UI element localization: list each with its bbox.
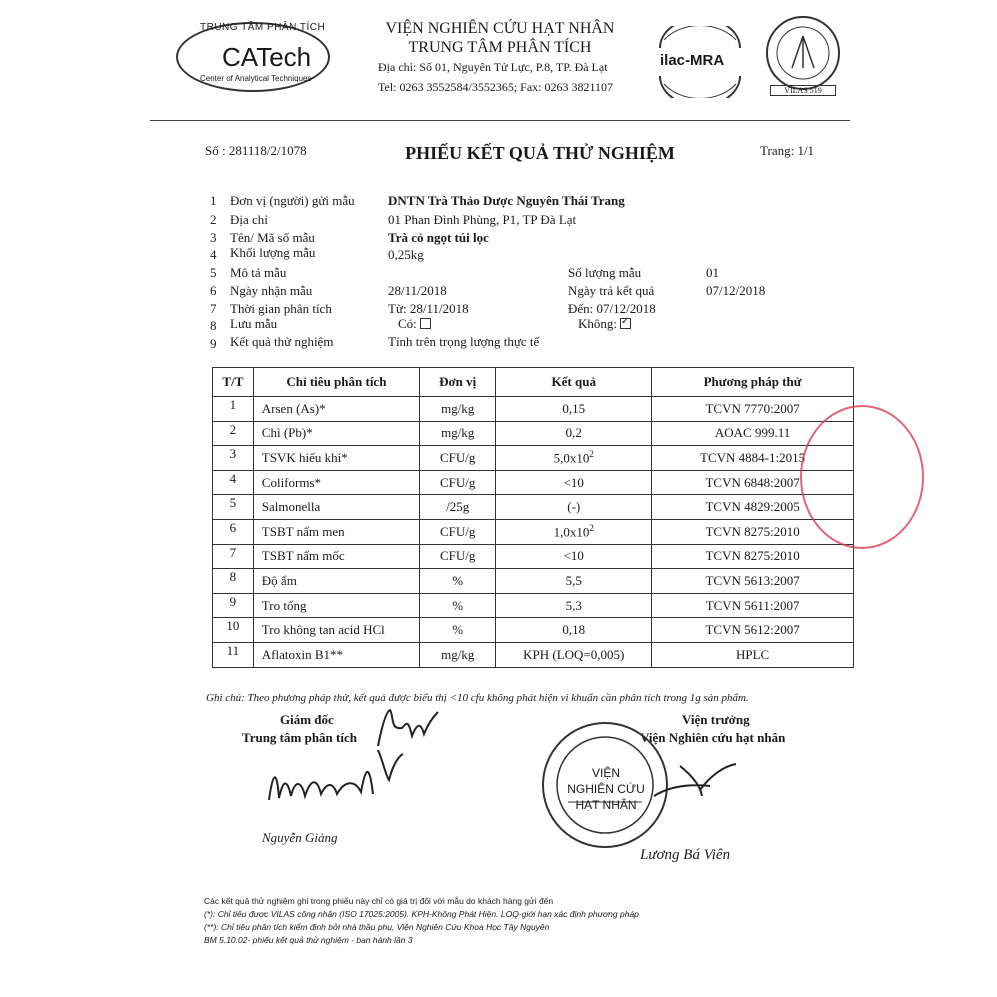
table-row xyxy=(213,470,854,495)
info-value-sample-name: Trà cỏ ngọt túi lọc xyxy=(388,230,489,245)
rector-name: Lương Bá Viên xyxy=(640,847,731,863)
cell-parameter-text: TSBT nấm men xyxy=(261,523,345,539)
cell-parameter xyxy=(253,446,419,471)
info-num: 8 xyxy=(210,318,217,333)
info-num: 6 xyxy=(210,283,217,298)
table-row xyxy=(213,544,854,569)
table-row xyxy=(213,593,854,618)
address-line: Địa chỉ: Số 01, Nguyên Tử Lực, P.8, TP. Đà Lạt xyxy=(378,60,608,74)
info-label-description: Mô tả mẫu xyxy=(230,265,287,280)
cell-unit xyxy=(420,544,496,569)
cell-result-text: 0,15 xyxy=(562,400,586,416)
center-name: TRUNG TÂM PHÂN TÍCH xyxy=(408,39,592,56)
info-num: 4 xyxy=(210,247,217,262)
cell-tt-text: 3 xyxy=(229,446,237,462)
bureau-accreditation-logo xyxy=(766,16,840,90)
director-unit: Trung tâm phân tích xyxy=(242,730,357,745)
cell-tt-text: 8 xyxy=(229,569,237,585)
seal-line-1: VIỆN xyxy=(591,766,620,780)
cell-unit-text: % xyxy=(452,572,464,588)
cell-unit-text: CFU/g xyxy=(439,449,476,465)
cell-method-text: TCVN 4829:2005 xyxy=(705,499,800,515)
seal-line-2: NGHIÊN CỨU xyxy=(567,782,645,796)
cell-method-text: TCVN 4884-1:2015 xyxy=(700,449,806,465)
rector-signature-icon xyxy=(650,756,740,806)
red-stamp-partial xyxy=(800,405,924,549)
cell-unit-text: /25g xyxy=(446,499,470,515)
cell-unit-text: % xyxy=(452,622,464,638)
info-label-result-basis: Kết quả thử nghiệm xyxy=(230,334,334,349)
cell-unit xyxy=(420,495,496,520)
cell-method-text: TCVN 8275:2010 xyxy=(705,548,800,564)
cell-tt xyxy=(213,397,254,422)
seal-line-3: HẠT NHÂN xyxy=(575,798,637,812)
cell-result-text: KPH (LOQ=0,005) xyxy=(523,646,625,662)
cell-parameter-text: Salmonella xyxy=(261,499,321,515)
cell-parameter xyxy=(253,397,419,422)
cell-parameter xyxy=(253,495,419,520)
info-num: 3 xyxy=(210,230,217,245)
cell-parameter xyxy=(253,421,419,446)
cell-parameter xyxy=(253,569,419,594)
cell-result-text: 5,3 xyxy=(565,597,582,613)
cell-unit-text: mg/kg xyxy=(441,425,475,441)
cell-tt xyxy=(213,519,254,544)
cell-unit xyxy=(420,569,496,594)
cell-method xyxy=(652,593,854,618)
cell-method-text: TCVN 8275:2010 xyxy=(705,523,800,539)
cell-method-text: TCVN 5612:2007 xyxy=(705,622,800,638)
cell-parameter-text: Độ ẩm xyxy=(261,572,297,588)
cell-result xyxy=(496,642,652,667)
info-label-storage: Lưu mẫu xyxy=(230,316,278,331)
cell-tt xyxy=(213,569,254,594)
report-number: Số : 281118/2/1078 xyxy=(205,143,307,158)
vilas-label: VILAS 519 xyxy=(770,85,836,96)
info-value-analysis-from: Từ: 28/11/2018 xyxy=(388,301,469,316)
cell-parameter xyxy=(253,642,419,667)
info-label-received-date: Ngày nhận mẫu xyxy=(230,283,313,298)
rector-unit: Viện Nghiên cứu hạt nhân xyxy=(640,730,786,745)
cell-parameter xyxy=(253,618,419,643)
storage-yes-label: Có: xyxy=(398,316,417,331)
cell-unit xyxy=(420,642,496,667)
info-value-analysis-to: Đến: 07/12/2018 xyxy=(568,301,656,316)
storage-no-checkbox xyxy=(620,318,631,329)
cell-result-text: 1,0x10 xyxy=(553,524,590,540)
cell-tt-text: 1 xyxy=(229,397,237,412)
info-value-received-date: 28/11/2018 xyxy=(388,283,447,298)
cell-tt-text: 4 xyxy=(229,470,237,486)
director-name: Nguyễn Giảng xyxy=(262,830,338,845)
cell-parameter-text: Tro không tan acid HCl xyxy=(261,622,385,638)
phone-line: Tel: 0263 3552584/3552365; Fax: 0263 3821107 xyxy=(378,80,614,94)
cell-tt-text: 7 xyxy=(229,544,237,560)
cell-result-text: 0,2 xyxy=(565,425,582,441)
storage-yes-option xyxy=(398,316,431,332)
footer-line-3: (**): Chỉ tiêu phân tích kiểm định bởi nhà thầu phụ, Viện Nghiên Cứu Khoa Học Tây Nguyên xyxy=(204,922,550,932)
cell-result xyxy=(496,397,652,422)
cell-method xyxy=(652,397,854,422)
cell-unit-text: mg/kg xyxy=(441,646,475,662)
ilac-mra-text: ilac-MRA xyxy=(660,52,725,69)
cell-result xyxy=(496,569,652,594)
cell-unit xyxy=(420,397,496,422)
cell-result xyxy=(496,446,652,471)
cell-result xyxy=(496,593,652,618)
cell-unit xyxy=(420,593,496,618)
logo-sub-text: Center of Analytical Techniques xyxy=(200,74,312,83)
info-num: 2 xyxy=(210,212,217,227)
cell-result-text: <10 xyxy=(563,548,584,564)
institute-name: VIỆN NGHIÊN CỨU HẠT NHÂN xyxy=(385,20,615,37)
cell-result xyxy=(496,519,652,544)
cell-method-text: TCVN 7770:2007 xyxy=(705,400,800,416)
info-label-sender: Đơn vị (người) gửi mẫu xyxy=(230,193,355,208)
cell-result-text: 5,5 xyxy=(565,572,582,588)
cell-parameter-text: Chì (Pb)* xyxy=(261,425,313,441)
cell-result xyxy=(496,470,652,495)
info-value-result-basis: Tính trên trọng lượng thực tế xyxy=(388,334,540,349)
document-title: PHIẾU KẾT QUẢ THỬ NGHIỆM xyxy=(405,143,675,163)
cell-parameter-text: Coliforms* xyxy=(261,474,322,490)
cell-parameter-text: Tro tổng xyxy=(261,597,307,613)
cell-tt xyxy=(213,495,254,520)
info-label-address: Địa chỉ xyxy=(230,212,268,227)
info-num: 7 xyxy=(210,301,217,316)
cell-unit xyxy=(420,446,496,471)
cell-tt xyxy=(213,446,254,471)
storage-yes-checkbox xyxy=(420,318,431,329)
cell-parameter-text: TSBT nấm mốc xyxy=(261,548,345,564)
info-label-mass: Khối lượng mẫu xyxy=(230,245,316,260)
cell-parameter-text: Arsen (As)* xyxy=(261,400,326,416)
cell-tt xyxy=(213,544,254,569)
cell-method-text: HPLC xyxy=(735,646,770,662)
header-result: Kết quả xyxy=(496,368,652,397)
info-value-sender: DNTN Trà Thảo Dược Nguyên Thái Trang xyxy=(388,193,625,208)
accreditation-emblem-icon xyxy=(768,18,838,88)
logo-top-text: TRUNG TÂM PHÂN TÍCH xyxy=(200,22,326,33)
cell-unit-text: CFU/g xyxy=(439,474,476,490)
cell-tt-text: 5 xyxy=(229,495,237,511)
cell-parameter-text: TSVK hiếu khí* xyxy=(261,449,348,465)
cell-method-text: TCVN 6848:2007 xyxy=(705,474,800,490)
cell-tt-text: 11 xyxy=(226,642,240,658)
cell-result xyxy=(496,618,652,643)
cell-unit xyxy=(420,470,496,495)
cell-result-exponent: 2 xyxy=(589,449,594,460)
table-row xyxy=(213,397,854,422)
storage-no-label: Không: xyxy=(578,316,617,331)
table-row xyxy=(213,495,854,520)
cell-method xyxy=(652,544,854,569)
cell-method-text: TCVN 5613:2007 xyxy=(705,572,800,588)
cell-result xyxy=(496,544,652,569)
cell-result-text: (-) xyxy=(567,499,581,515)
cell-unit-text: mg/kg xyxy=(441,400,475,416)
info-num: 5 xyxy=(210,265,217,280)
table-row xyxy=(213,642,854,667)
info-label-sample-name: Tên/ Mã số mẫu xyxy=(230,230,315,245)
cell-tt xyxy=(213,618,254,643)
info-value-quantity: 01 xyxy=(706,265,719,280)
cell-result-exponent: 2 xyxy=(589,523,594,534)
header-tt: T/T xyxy=(213,368,254,397)
cell-tt xyxy=(213,470,254,495)
cell-tt-text: 2 xyxy=(229,421,237,437)
info-num: 9 xyxy=(210,336,217,351)
cell-unit xyxy=(420,519,496,544)
cell-method-text: TCVN 5611:2007 xyxy=(705,597,800,613)
storage-no-option xyxy=(578,316,631,332)
director-signature-icon xyxy=(265,750,405,810)
director-title: Giám đốc xyxy=(280,712,334,727)
table-body xyxy=(213,397,854,668)
info-num: 1 xyxy=(210,193,217,208)
table-row xyxy=(213,519,854,544)
cell-result xyxy=(496,495,652,520)
info-value-mass: 0,25kg xyxy=(388,247,424,262)
cell-tt xyxy=(213,642,254,667)
cell-result-text: <10 xyxy=(563,474,584,490)
cell-method xyxy=(652,618,854,643)
page-number: Trang: 1/1 xyxy=(760,143,815,158)
cell-method-text: AOAC 999.11 xyxy=(714,425,791,441)
cell-tt-text: 6 xyxy=(229,519,237,535)
cell-result xyxy=(496,421,652,446)
cell-tt-text: 9 xyxy=(229,593,237,609)
table-row xyxy=(213,421,854,446)
cell-unit xyxy=(420,618,496,643)
footer-line-2: (*): Chỉ tiêu được VILAS công nhận (ISO 17025:2005). KPH-Không Phát Hiện. LOQ-giới hạn xác định phương pháp xyxy=(204,909,639,919)
table-header-row xyxy=(213,368,854,397)
cell-parameter xyxy=(253,519,419,544)
cell-method xyxy=(652,642,854,667)
cell-unit-text: % xyxy=(452,597,464,613)
footer-line-1: Các kết quả thử nghiệm ghi trong phiếu này chỉ có giá trị đối với mẫu do khách hàng gửi đến xyxy=(204,896,554,906)
cell-parameter xyxy=(253,593,419,618)
note-text: Ghi chú: Theo phương pháp thử, kết quả được biểu thị <10 cfu không phát hiện vi khuẩn cần phân tích trong 1g sản phẩm. xyxy=(206,692,749,704)
results-table xyxy=(212,367,854,668)
table-row xyxy=(213,618,854,643)
footer-line-4: BM 5.10.02- phiếu kết quả thử nghiệm - ban hành lần 3 xyxy=(204,935,413,945)
cell-method xyxy=(652,569,854,594)
cell-parameter xyxy=(253,470,419,495)
cell-result-text: 5,0x10 xyxy=(553,450,590,466)
table-row xyxy=(213,569,854,594)
info-label-analysis-time: Thời gian phân tích xyxy=(230,301,332,316)
cell-unit-text: CFU/g xyxy=(439,523,476,539)
table-row xyxy=(213,446,854,471)
info-label-return-date: Ngày trả kết quả xyxy=(568,283,655,298)
cell-parameter xyxy=(253,544,419,569)
director-initial-icon xyxy=(372,706,442,750)
info-value-address: 01 Phan Đình Phùng, P1, TP Đà Lạt xyxy=(388,212,577,227)
header-unit: Đơn vị xyxy=(420,368,496,397)
info-value-return-date: 07/12/2018 xyxy=(706,283,766,298)
header-parameter: Chỉ tiêu phân tích xyxy=(253,368,419,397)
cell-tt xyxy=(213,421,254,446)
cell-tt-text: 10 xyxy=(226,618,240,634)
cell-tt xyxy=(213,593,254,618)
header-divider xyxy=(150,120,850,121)
cell-result-text: 0,18 xyxy=(562,622,586,638)
rector-title: Viện trưởng xyxy=(682,712,750,727)
info-label-quantity: Số lượng mẫu xyxy=(568,265,642,280)
cell-parameter-text: Aflatoxin B1** xyxy=(261,646,344,662)
header-method: Phương pháp thử xyxy=(652,368,854,397)
cell-unit-text: CFU/g xyxy=(439,548,476,564)
logo-main-text: CATech xyxy=(222,42,312,72)
cell-unit xyxy=(420,421,496,446)
